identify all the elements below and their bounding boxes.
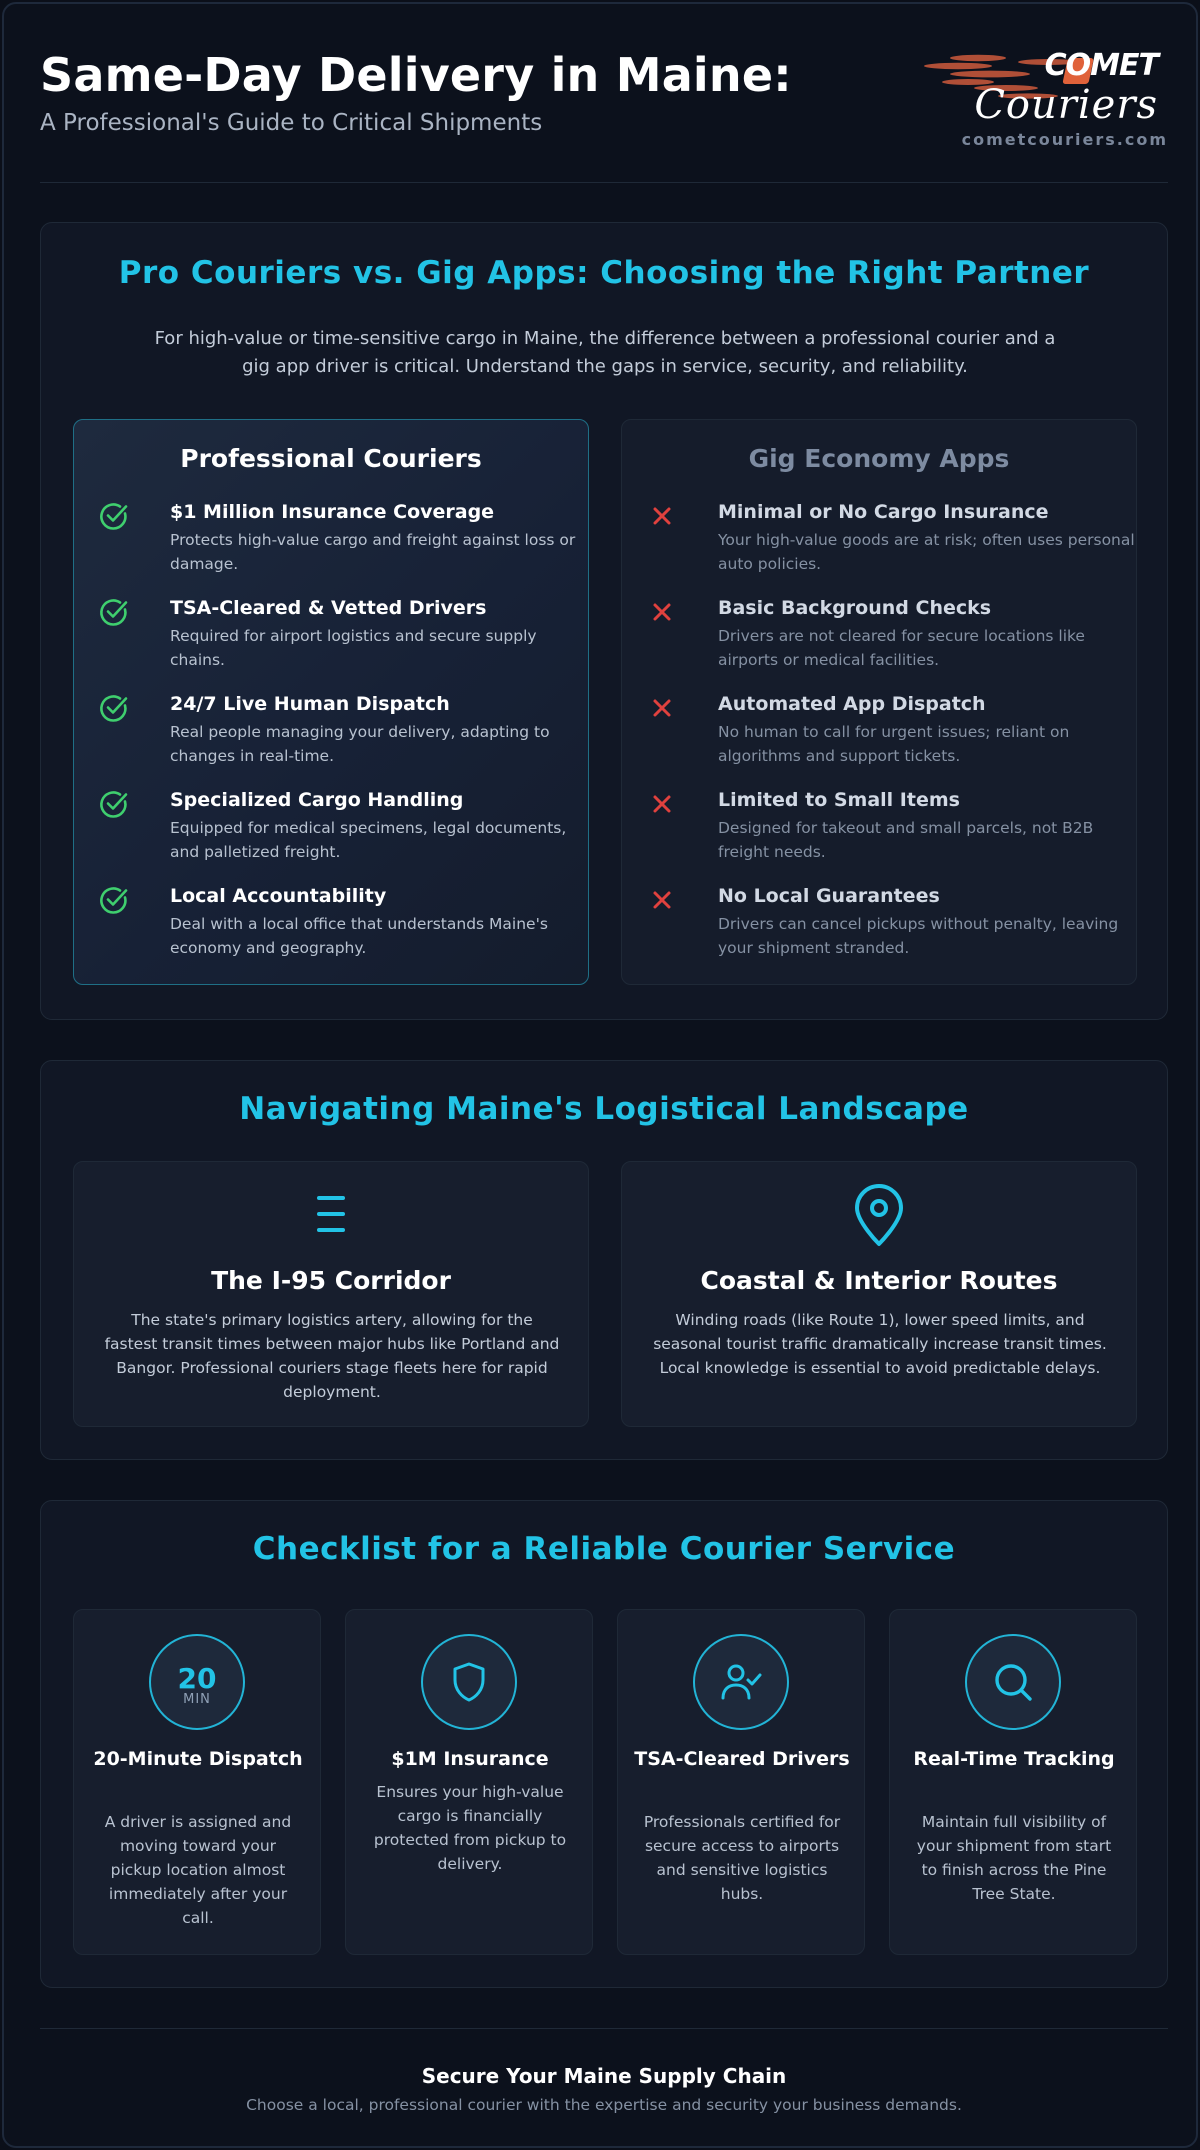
- checklist-card-title: TSA-Cleared Drivers: [634, 1748, 850, 1770]
- header: [40, 48, 1168, 184]
- checklist-card-title: Real-Time Tracking: [913, 1748, 1115, 1770]
- feature-title: Minimal or No Cargo Insurance: [718, 501, 1049, 523]
- feature-desc: Protects high-value cargo and freight against loss or damage.: [170, 531, 576, 574]
- check-circle-icon: [98, 788, 130, 820]
- feature-desc: Drivers can cancel pickups without penalty, leaving your shipment stranded.: [718, 915, 1119, 958]
- check-circle-icon: [98, 692, 130, 724]
- feature-desc: Equipped for medical specimens, legal documents, and palletized freight.: [170, 819, 567, 862]
- gig-economy-apps-card: [621, 419, 1137, 985]
- checklist-card-desc: Maintain full visibility of your shipment from start to finish across the Pine Tree State.: [916, 1813, 1112, 1904]
- footer-divider: [40, 2028, 1168, 2029]
- coastal-routes-card: [621, 1161, 1137, 1427]
- feature-title: $1 Million Insurance Coverage: [170, 501, 495, 523]
- header-divider: [40, 182, 1168, 183]
- x-icon: [646, 500, 678, 532]
- checklist-title: Checklist for a Reliable Courier Service: [252, 1531, 956, 1567]
- user-check-icon: [693, 1634, 789, 1730]
- feature-title: Local Accountability: [170, 885, 387, 907]
- feature-desc: Drivers are not cleared for secure locations like airports or medical facilities.: [718, 627, 1085, 670]
- x-icon: [646, 788, 678, 820]
- land-card-title: The I-95 Corridor: [211, 1266, 451, 1295]
- feature-desc: Deal with a local office that understands Maine's economy and geography.: [170, 915, 548, 958]
- shield-icon: [421, 1634, 517, 1730]
- feature-title: TSA-Cleared & Vetted Drivers: [170, 597, 487, 619]
- x-icon: [646, 596, 678, 628]
- checklist-section: [40, 1500, 1168, 1988]
- search-icon: [965, 1634, 1061, 1730]
- logo-wordmark-couriers: Couriers: [974, 82, 1158, 128]
- landscape-section: [40, 1060, 1168, 1460]
- map-pin-icon: [851, 1184, 907, 1248]
- check-circle-icon: [98, 500, 130, 532]
- checklist-card-title: 20-Minute Dispatch: [93, 1748, 303, 1770]
- page-subtitle: A Professional's Guide to Critical Shipments: [40, 110, 543, 136]
- comparison-intro: For high-value or time-sensitive cargo in Maine, the difference between a professional courier and a gig app driver is critical. Understand the gaps in service, security, and reliability.: [154, 328, 1056, 377]
- pro-card-heading: Professional Couriers: [180, 444, 482, 473]
- land-card-desc: The state's primary logistics artery, allowing for the fastest transit times between major hubs like Portland and Bangor. Professional couriers stage fleets here for rapid deployment.: [104, 1311, 560, 1402]
- x-icon: [646, 692, 678, 724]
- comet-couriers-logo[interactable]: [928, 48, 1168, 148]
- feature-title: Automated App Dispatch: [718, 693, 986, 715]
- page-frame: [2, 2, 1198, 2148]
- logo-wordmark-comet: COMET: [1044, 48, 1158, 83]
- comparison-section: [40, 222, 1168, 1020]
- page-title: Same-Day Delivery in Maine:: [40, 48, 792, 102]
- x-icon: [646, 884, 678, 916]
- checklist-card-dispatch: [73, 1609, 321, 1955]
- checklist-card-desc: A driver is assigned and moving toward your pickup location almost immediately after your call.: [104, 1813, 292, 1928]
- checklist-card-tracking: [889, 1609, 1137, 1955]
- feature-title: Limited to Small Items: [718, 789, 960, 811]
- checklist-card-insurance: [345, 1609, 593, 1955]
- checklist-card-title: $1M Insurance: [391, 1748, 549, 1770]
- feature-desc: No human to call for urgent issues; reliant on algorithms and support tickets.: [718, 723, 1070, 766]
- landscape-title: Navigating Maine's Logistical Landscape: [239, 1091, 969, 1127]
- professional-couriers-card: [73, 419, 589, 985]
- footer-subtitle: Choose a local, professional courier with the expertise and security your business demands.: [246, 2096, 962, 2114]
- footer-title: Secure Your Maine Supply Chain: [421, 2064, 787, 2088]
- comparison-title: Pro Couriers vs. Gig Apps: Choosing the Right Partner: [118, 255, 1090, 291]
- timer-badge-icon: [149, 1634, 245, 1730]
- feature-desc: Real people managing your delivery, adapting to changes in real-time.: [170, 723, 550, 766]
- feature-desc: Your high-value goods are at risk; often uses personal auto policies.: [718, 531, 1135, 574]
- feature-desc: Required for airport logistics and secure supply chains.: [170, 627, 537, 670]
- badge-unit: MIN: [183, 1692, 211, 1707]
- checklist-card-desc: Ensures your high-value cargo is financially protected from pickup to delivery.: [373, 1783, 567, 1874]
- feature-title: Specialized Cargo Handling: [170, 789, 464, 811]
- checklist-card-desc: Professionals certified for secure access to airports and sensitive logistics hubs.: [643, 1813, 841, 1904]
- check-circle-icon: [98, 884, 130, 916]
- i95-corridor-card: [73, 1161, 589, 1427]
- feature-title: Basic Background Checks: [718, 597, 992, 619]
- feature-title: No Local Guarantees: [718, 885, 940, 907]
- feature-desc: Designed for takeout and small parcels, not B2B freight needs.: [718, 819, 1094, 862]
- land-card-desc: Winding roads (like Route 1), lower speed limits, and seasonal tourist traffic dramatically increase transit times. Local knowledge is essential to avoid predictable delays.: [653, 1311, 1107, 1378]
- badge-number: 20: [177, 1662, 217, 1695]
- checklist-card-tsa: [617, 1609, 865, 1955]
- menu-lines-icon: [303, 1184, 359, 1244]
- gig-card-heading: Gig Economy Apps: [748, 444, 1010, 473]
- land-card-title: Coastal & Interior Routes: [700, 1266, 1058, 1295]
- check-circle-icon: [98, 596, 130, 628]
- logo-url[interactable]: cometcouriers.com: [961, 130, 1168, 149]
- feature-title: 24/7 Live Human Dispatch: [170, 693, 450, 715]
